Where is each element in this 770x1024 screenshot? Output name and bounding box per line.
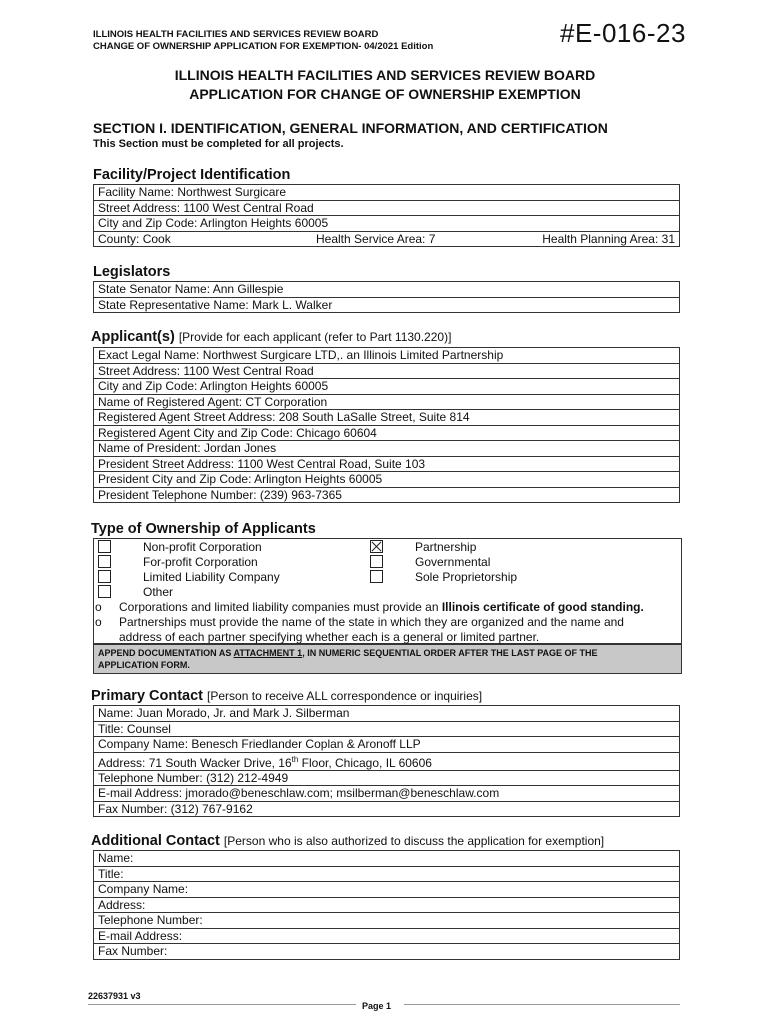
primary-heading-wrap	[91, 688, 482, 704]
legislators-heading: Legislators	[93, 264, 171, 280]
applicant-row: Street Address: 1100 West Central Road	[94, 363, 680, 379]
primary-title: Title: Counsel	[94, 721, 680, 737]
ownership-heading: Type of Ownership of Applicants	[91, 521, 316, 537]
append-text: APPLICATION FORM.	[98, 660, 190, 670]
primary-phone: Telephone Number: (312) 212-4949	[94, 770, 680, 786]
bullet-partnerships-cont: address of each partner specifying whether each is a general or limited partner.	[119, 630, 540, 644]
primary-address	[94, 752, 680, 770]
additional-heading: Additional Contact	[91, 833, 220, 849]
facility-city: City and Zip Code: Arlington Heights 60005	[94, 216, 680, 232]
additional-row: Company Name:	[94, 882, 680, 898]
bullet-bold-text: Illinois certificate of good standing.	[441, 600, 644, 614]
applicant-heading-wrap	[91, 329, 451, 345]
applicant-row: President City and Zip Code: Arlington Heights 60005	[94, 472, 680, 488]
bullet-corporations	[119, 600, 644, 615]
header-form-edition: CHANGE OF OWNERSHIP APPLICATION FOR EXEMPTION- 04/2021 Edition	[93, 41, 434, 52]
additional-note: [Person who is also authorized to discuss the application for exemption]	[223, 834, 605, 848]
state-senator: State Senator Name: Ann Gillespie	[94, 282, 680, 298]
additional-row: Title:	[94, 866, 680, 882]
option-label: Sole Proprietorship	[415, 570, 518, 584]
state-representative: State Representative Name: Mark L. Walker	[94, 297, 680, 313]
checkbox-governmental[interactable]	[370, 555, 383, 568]
primary-note: [Person to receive ALL correspondence or inquiries]	[207, 689, 483, 703]
footer-page-number: Page 1	[362, 1001, 392, 1011]
section-subtitle: This Section must be completed for all projects.	[93, 138, 344, 150]
address-sup: th	[291, 754, 299, 764]
address-text: Address: 71 South Wacker Drive, 16	[98, 755, 292, 770]
checkbox-partnership-checked[interactable]	[370, 540, 383, 553]
applicant-row: President Street Address: 1100 West Central Road, Suite 103	[94, 456, 680, 472]
facility-name: Facility Name: Northwest Surgicare	[94, 185, 680, 201]
checkbox-for-profit[interactable]	[98, 555, 111, 568]
additional-heading-wrap	[91, 833, 604, 849]
facility-hsa: Health Service Area: 7	[312, 231, 520, 247]
primary-company: Company Name: Benesch Friedlander Coplan & Aronoff LLP	[94, 737, 680, 753]
facility-street: Street Address: 1100 West Central Road	[94, 200, 680, 216]
applicant-row: Registered Agent Street Address: 208 South LaSalle Street, Suite 814	[94, 410, 680, 426]
applicant-table	[93, 347, 680, 503]
header-board: ILLINOIS HEALTH FACILITIES AND SERVICES REVIEW BOARD	[93, 29, 379, 40]
applicant-row: President Telephone Number: (239) 963-7365	[94, 487, 680, 503]
checkbox-llc[interactable]	[98, 570, 111, 583]
option-label: Governmental	[415, 555, 491, 569]
attachment-link[interactable]: ATTACHMENT 1	[233, 648, 303, 658]
applicant-row: Name of President: Jordan Jones	[94, 441, 680, 457]
facility-heading: Facility/Project Identification	[93, 167, 291, 183]
section-title: SECTION I. IDENTIFICATION, GENERAL INFORMATION, AND CERTIFICATION	[93, 120, 608, 136]
option-label: Other	[143, 585, 174, 599]
bullet-mark: o	[95, 615, 102, 629]
title-line1: ILLINOIS HEALTH FACILITIES AND SERVICES REVIEW BOARD	[174, 67, 596, 83]
option-label: Partnership	[415, 540, 477, 554]
primary-name: Name: Juan Morado, Jr. and Mark J. Silberman	[94, 706, 680, 722]
append-text: , IN NUMERIC SEQUENTIAL ORDER AFTER THE LAST PAGE OF THE	[302, 648, 598, 658]
footer-rule-left	[88, 1004, 356, 1005]
facility-table	[93, 184, 680, 247]
applicant-row: Name of Registered Agent: CT Corporation	[94, 394, 680, 410]
additional-row: Fax Number:	[94, 944, 680, 960]
bullet-partnerships: Partnerships must provide the name of the state in which they are organized and the name and	[119, 615, 624, 629]
option-label: Limited Liability Company	[143, 570, 280, 584]
bullet-mark: o	[95, 600, 102, 614]
additional-row: Address:	[94, 897, 680, 913]
checkbox-other[interactable]	[98, 585, 111, 598]
primary-fax: Fax Number: (312) 767-9162	[94, 801, 680, 817]
checkbox-sole-proprietorship[interactable]	[370, 570, 383, 583]
title-line2: APPLICATION FOR CHANGE OF OWNERSHIP EXEMPTION	[189, 86, 581, 102]
facility-county: County: Cook	[94, 231, 313, 247]
option-label: For-profit Corporation	[143, 555, 258, 569]
append-text: APPEND DOCUMENTATION AS	[98, 648, 234, 658]
additional-row: Telephone Number:	[94, 913, 680, 929]
bullet-text: Corporations and limited liability companies must provide an	[119, 600, 442, 614]
additional-row: E-mail Address:	[94, 928, 680, 944]
additional-contact-table	[93, 850, 680, 960]
legislators-table	[93, 281, 680, 313]
primary-contact-table	[93, 705, 680, 817]
applicant-row: Exact Legal Name: Northwest Surgicare LTD,. an Illinois Limited Partnership	[94, 348, 680, 364]
checkbox-non-profit[interactable]	[98, 540, 111, 553]
applicant-note: [Provide for each applicant (refer to Part 1130.220)]	[178, 330, 452, 344]
project-code: #E-016-23	[560, 18, 686, 48]
footer-rule-right	[404, 1004, 680, 1005]
primary-email: E-mail Address: jmorado@beneschlaw.com; msilberman@beneschlaw.com	[94, 786, 680, 802]
footer-doc-id: 22637931 v3	[88, 991, 141, 1001]
primary-heading: Primary Contact	[91, 688, 204, 704]
applicant-row: Registered Agent City and Zip Code: Chicago 60604	[94, 425, 680, 441]
applicant-row: City and Zip Code: Arlington Heights 60005	[94, 379, 680, 395]
facility-hpa: Health Planning Area: 31	[520, 231, 680, 247]
additional-row: Name:	[94, 851, 680, 867]
address-text: Floor, Chicago, IL 60606	[298, 755, 432, 770]
applicant-heading: Applicant(s)	[91, 329, 175, 345]
append-documentation-note	[93, 644, 682, 674]
option-label: Non-profit Corporation	[143, 540, 262, 554]
